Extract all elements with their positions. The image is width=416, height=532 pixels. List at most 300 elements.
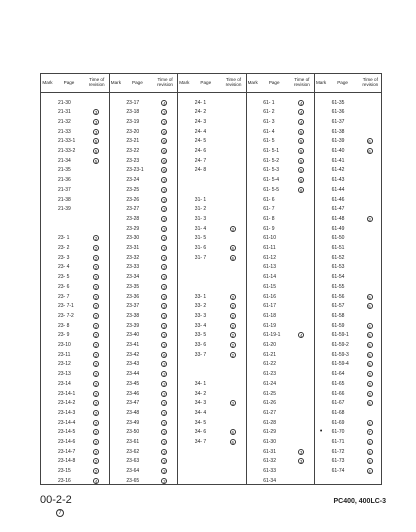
entry-page: 61- 4 xyxy=(263,128,275,135)
entry-page: 61-19-1 xyxy=(263,332,281,339)
entry-page: 61-13 xyxy=(263,264,276,271)
entry-page: 61-21 xyxy=(263,351,276,358)
entry-page: 61-54 xyxy=(331,274,345,281)
entry-mark xyxy=(315,214,328,224)
group-divider xyxy=(246,74,247,484)
header-time-of-revision: Time of revision xyxy=(157,77,173,87)
revision-mark: 5 xyxy=(368,352,371,358)
entry-page: 23- 6 xyxy=(58,283,70,290)
revision-mark: 3 xyxy=(231,226,234,232)
revision-mark: 2 xyxy=(163,401,166,407)
entry-page: 61-11 xyxy=(263,245,276,251)
revision-mark: 4 xyxy=(300,100,303,106)
revision-mark: 6 xyxy=(231,430,234,436)
revision-mark: 6 xyxy=(231,246,234,251)
entry-page: 33- 5 xyxy=(194,332,207,339)
entry-page: 23-11 xyxy=(58,351,71,358)
entry-page: 31- 4 xyxy=(194,225,207,232)
revision-mark: 2 xyxy=(231,343,234,348)
revision-mark: 5 xyxy=(300,168,303,174)
entry-page: 61-74 xyxy=(331,468,345,475)
revision-mark: 6 xyxy=(163,139,166,145)
entry-page: 23-14-6 xyxy=(58,439,76,445)
revision-mark: 2 xyxy=(163,294,166,300)
entry-page: 23- 2 xyxy=(58,245,70,251)
entry-page: 61-47 xyxy=(331,206,345,213)
entry-page: 23-33 xyxy=(126,264,140,271)
revision-mark: 2 xyxy=(163,236,166,242)
revision-mark: 3 xyxy=(368,381,371,387)
revision-mark: 5 xyxy=(300,129,303,135)
entry-page: 61-14 xyxy=(263,274,276,281)
entry-page: 23-46 xyxy=(126,390,140,397)
entry-page: 61-46 xyxy=(331,196,345,203)
revision-mark: 3 xyxy=(368,391,371,397)
entry-mark xyxy=(315,398,328,408)
entry-page: 23- 1 xyxy=(58,235,70,242)
entry-mark xyxy=(315,233,328,243)
entry-mark xyxy=(315,301,328,311)
entry-page: 61-24 xyxy=(263,380,276,387)
entry-mark xyxy=(315,282,328,292)
revision-mark: 4 xyxy=(368,469,371,475)
entry-page: 34- 2 xyxy=(194,390,207,397)
revision-mark: 2 xyxy=(163,362,166,368)
revision-mark: 5 xyxy=(94,139,98,145)
entry-page: 61-67 xyxy=(331,400,345,407)
entry-page: 61- 6 xyxy=(263,196,275,203)
entry-page: 23-31 xyxy=(126,245,140,251)
revision-mark: 2 xyxy=(94,430,98,436)
revision-mark: 4 xyxy=(368,440,371,445)
entry-page: 23-62 xyxy=(126,448,140,455)
entry-page: 61-59-4 xyxy=(331,361,349,368)
entry-page: 61-28 xyxy=(263,419,276,426)
entry-page: 23- 8 xyxy=(58,322,70,329)
entry-page: 31- 1 xyxy=(194,196,207,203)
revision-mark: 2 xyxy=(231,294,234,300)
entry-page: 61- 2 xyxy=(263,109,275,116)
entry-page: 23-47 xyxy=(126,400,140,407)
entry-page: 31- 5 xyxy=(194,235,207,242)
entry-mark xyxy=(315,447,328,457)
entry-page: 33- 7 xyxy=(194,351,207,358)
entry-page: 61-31 xyxy=(263,448,276,455)
entry-page: 24- 7 xyxy=(194,157,207,164)
revision-mark: 4 xyxy=(368,323,371,329)
revision-mark: 2 xyxy=(94,313,98,319)
revision-mark: 4 xyxy=(94,478,98,484)
entry-page: 33- 4 xyxy=(194,322,207,329)
entry-page: 33- 1 xyxy=(194,293,207,300)
entry-page: 61-18 xyxy=(263,312,276,319)
header-mark: Mark xyxy=(247,79,258,85)
entry-mark xyxy=(315,117,328,127)
entry-page: 61-29 xyxy=(263,429,276,436)
entry-page: 23-14-1 xyxy=(58,390,76,397)
entry-page: 23-65 xyxy=(126,477,140,484)
entry-page: 24- 8 xyxy=(194,167,207,174)
entry-page: 61-48 xyxy=(331,215,345,222)
entry-mark xyxy=(315,98,328,108)
entry-page: 23-22 xyxy=(126,148,140,154)
revision-mark: 2 xyxy=(163,449,166,455)
revision-mark: 2 xyxy=(94,362,98,368)
entry-page: 21-33-1 xyxy=(58,138,76,145)
entry-mark xyxy=(315,389,328,399)
revision-mark: 2 xyxy=(163,372,166,378)
entry-page: 61-59-3 xyxy=(331,351,349,358)
entry-page: 23-49 xyxy=(126,419,140,426)
entry-page: 23-38 xyxy=(126,312,140,319)
revision-mark: 6 xyxy=(163,129,166,135)
entry-page: 61-58 xyxy=(331,312,345,319)
entry-page: 23-19 xyxy=(126,118,140,125)
entry-page: 23-14-2 xyxy=(58,400,76,407)
entry-page: 23-32 xyxy=(126,254,140,261)
entry-mark xyxy=(315,136,328,146)
revision-mark: 2 xyxy=(94,410,98,416)
entry-page: 61-25 xyxy=(263,390,276,397)
entry-mark xyxy=(315,127,328,137)
entry-page: 61- 8 xyxy=(263,215,275,222)
revision-mark: 2 xyxy=(231,323,234,329)
revision-mark: 2 xyxy=(94,323,98,329)
entry-mark xyxy=(315,224,328,234)
revision-mark: 5 xyxy=(368,343,371,348)
entry-page: 61- 5-3 xyxy=(263,167,280,174)
revision-mark: 6 xyxy=(368,149,371,154)
entry-page: 23- 3 xyxy=(58,254,70,261)
entry-page: 34- 5 xyxy=(194,419,207,426)
entry-page: 61-49 xyxy=(331,225,345,232)
entry-mark xyxy=(315,340,328,350)
revision-mark: 2 xyxy=(94,304,98,310)
entry-page: 21-39 xyxy=(58,206,71,213)
entry-page: 23-42 xyxy=(126,351,140,358)
revision-mark: 2 xyxy=(163,459,166,465)
entry-page: 61-51 xyxy=(331,245,345,251)
revision-mark: 6 xyxy=(231,255,234,261)
revision-mark: 5 xyxy=(368,333,371,339)
entry-page: 61-72 xyxy=(331,448,345,455)
revision-mark: 2 xyxy=(163,265,166,271)
entry-mark xyxy=(315,408,328,418)
revision-mark: 2 xyxy=(94,459,98,465)
document-number: 00-2-2 xyxy=(40,494,72,506)
entry-page: 61-12 xyxy=(263,254,276,261)
revision-mark: 2 xyxy=(94,391,98,397)
revision-mark: 6 xyxy=(163,352,166,358)
entry-page: 23-36 xyxy=(126,293,140,300)
entry-page: 24- 5 xyxy=(194,138,207,145)
entry-page: 61-59 xyxy=(331,322,345,329)
entry-page: 61-68 xyxy=(331,409,345,416)
entry-page: 21-38 xyxy=(58,196,71,203)
entry-mark xyxy=(315,262,328,272)
revision-mark: 2 xyxy=(231,304,234,310)
revision-mark: 2 xyxy=(163,178,166,184)
revision-mark: 2 xyxy=(163,440,166,445)
revision-mark: 2 xyxy=(231,333,234,339)
revision-mark: 2 xyxy=(163,226,166,232)
entry-page: 23-30 xyxy=(126,235,140,242)
entry-page: 61-59-1 xyxy=(331,332,349,339)
entry-page: 23-43 xyxy=(126,361,140,368)
entry-page: 23-39 xyxy=(126,322,140,329)
entry-page: 61-41 xyxy=(331,157,345,164)
entry-page: 21-30 xyxy=(58,99,71,106)
entry-page: 24- 4 xyxy=(194,128,207,135)
entry-page: 61-40 xyxy=(331,148,345,154)
entry-page: 34- 6 xyxy=(194,429,207,436)
entry-page: 61-64 xyxy=(331,371,345,378)
entry-page: 23-14-5 xyxy=(58,429,76,436)
entry-page: 61-42 xyxy=(331,167,345,174)
entry-page: 21-35 xyxy=(58,167,71,174)
revision-mark: 2 xyxy=(94,284,98,290)
entry-page: 23-23-1 xyxy=(126,167,144,174)
entry-page: 31- 2 xyxy=(194,206,207,213)
entry-page: 23-64 xyxy=(126,468,140,475)
revision-mark: 2 xyxy=(163,110,166,116)
revision-mark: 2 xyxy=(231,352,234,358)
entry-page: 61-38 xyxy=(331,128,345,135)
entry-page: 61- 5-5 xyxy=(263,186,280,193)
header-mark: Mark xyxy=(110,79,121,85)
entry-page: 61-69 xyxy=(331,419,345,426)
entry-page: 61-10 xyxy=(263,235,276,242)
revision-mark: 2 xyxy=(231,313,234,319)
entry-page: 31- 6 xyxy=(194,245,207,251)
entry-page: 61-56 xyxy=(331,293,345,300)
revision-mark: 2 xyxy=(163,469,166,475)
header-mark: Mark xyxy=(315,79,327,85)
entry-page: 23-14 xyxy=(58,380,71,387)
entry-page: 61-30 xyxy=(263,439,276,445)
entry-page: 23-14-7 xyxy=(58,448,76,455)
header-time-of-revision: Time of revision xyxy=(293,77,310,87)
entry-page: 23- 4 xyxy=(58,264,70,271)
revision-mark: 2 xyxy=(163,420,166,426)
entry-page: 61- 9 xyxy=(263,225,275,232)
entry-page: 61- 7 xyxy=(263,206,275,213)
revision-mark: 2 xyxy=(94,401,98,407)
entry-page: 23-15 xyxy=(58,468,71,475)
entry-page: 61- 5 xyxy=(263,138,275,145)
header-time-of-revision: Time of revision xyxy=(225,77,242,87)
header-page: Page xyxy=(337,79,348,85)
revision-mark: 2 xyxy=(163,430,166,436)
revision-mark: 2 xyxy=(163,207,166,213)
entry-page: 61-65 xyxy=(331,380,345,387)
entry-page: 23-34 xyxy=(126,274,140,281)
entry-page: 61-70 xyxy=(331,429,345,436)
entry-mark xyxy=(315,359,328,369)
entry-page: 61- 1 xyxy=(263,99,275,106)
entry-page: 23- 7-2 xyxy=(58,312,74,319)
revision-mark: 2 xyxy=(94,469,98,475)
revision-mark: 6 xyxy=(163,168,166,174)
entry-page: 23-26 xyxy=(126,196,140,203)
entry-mark xyxy=(315,195,328,205)
entry-page: 61- 5-2 xyxy=(263,157,280,164)
revision-mark: 5 xyxy=(368,304,371,310)
entry-page: 23-17 xyxy=(126,99,140,106)
revision-mark: 2 xyxy=(163,343,166,348)
group-divider xyxy=(177,74,178,484)
entry-page: 24- 3 xyxy=(194,118,207,125)
entry-mark xyxy=(315,165,328,175)
revision-mark: 2 xyxy=(94,440,98,445)
entry-page: 61-53 xyxy=(331,264,345,271)
revision-mark: 6 xyxy=(231,440,234,445)
entry-mark xyxy=(315,466,328,476)
entry-page: 21-33 xyxy=(58,128,71,135)
entry-page: 33- 2 xyxy=(194,303,207,310)
revision-mark: 5 xyxy=(300,139,303,145)
entry-mark xyxy=(315,107,328,117)
entry-page: 61-33 xyxy=(263,468,276,475)
entry-page: 61-35 xyxy=(331,99,345,106)
entry-page: 61-32 xyxy=(263,458,276,465)
entry-mark xyxy=(315,418,328,428)
entry-page: 23-35 xyxy=(126,283,140,290)
entry-page: 23-40 xyxy=(126,332,140,339)
entry-page: 23-10 xyxy=(58,342,71,348)
entry-page: 23-50 xyxy=(126,429,140,436)
entry-page: 61-66 xyxy=(331,390,345,397)
revision-mark: 4 xyxy=(368,459,371,465)
revision-mark: 2 xyxy=(163,333,166,339)
entry-page: 24- 6 xyxy=(194,148,207,154)
entry-page: 61-50 xyxy=(331,235,345,242)
entry-page: 23-21 xyxy=(126,138,140,145)
entry-mark xyxy=(315,204,328,214)
entry-page: 61-20 xyxy=(263,342,276,348)
entry-page: 61-39 xyxy=(331,138,345,145)
revision-mark: 6 xyxy=(368,139,371,145)
revision-table xyxy=(40,73,382,485)
revision-mark: 2 xyxy=(94,449,98,455)
entry-page: 23-20 xyxy=(126,128,140,135)
entry-page: 23-16 xyxy=(58,477,71,484)
entry-page: 61-73 xyxy=(331,458,345,465)
entry-page: 23-25 xyxy=(126,186,140,193)
header-divider xyxy=(41,92,381,93)
revision-mark: 4 xyxy=(300,119,303,125)
revision-mark: 3 xyxy=(368,216,371,222)
revision-mark: 2 xyxy=(163,284,166,290)
revision-mark: 5 xyxy=(94,158,98,164)
entry-mark xyxy=(315,156,328,166)
entry-mark xyxy=(315,185,328,195)
document-revision-mark: 7 xyxy=(56,509,64,517)
revision-mark: 2 xyxy=(94,343,98,348)
revision-mark: 3 xyxy=(231,401,234,407)
entry-page: 23-14-8 xyxy=(58,458,76,465)
entry-page: 61-27 xyxy=(263,409,276,416)
revision-mark: 5 xyxy=(300,158,303,164)
entry-page: 33- 6 xyxy=(194,342,207,348)
revision-mark: 2 xyxy=(94,275,98,281)
revision-mark: 3 xyxy=(300,459,303,465)
revision-mark: 4 xyxy=(163,100,166,106)
group-divider xyxy=(109,74,110,484)
revision-mark: 2 xyxy=(94,255,98,261)
entry-mark: • xyxy=(319,428,323,436)
revision-mark: 4 xyxy=(368,449,371,455)
entry-page: 23-44 xyxy=(126,371,140,378)
revision-mark: 2 xyxy=(94,265,98,271)
entry-mark xyxy=(315,330,328,340)
entry-page: 61-15 xyxy=(263,283,276,290)
revision-mark: 2 xyxy=(163,255,166,261)
entry-page: 21-32 xyxy=(58,118,71,125)
entry-page: 61-34 xyxy=(263,477,276,484)
revision-mark: 2 xyxy=(163,381,166,387)
entry-page: 21-31 xyxy=(58,109,71,116)
revision-mark: 2 xyxy=(94,420,98,426)
entry-mark xyxy=(315,253,328,263)
entry-page: 61-71 xyxy=(331,439,345,445)
revision-mark: 3 xyxy=(368,372,371,378)
entry-mark xyxy=(315,456,328,466)
entry-page: 61-57 xyxy=(331,303,345,310)
entry-page: 21-33-2 xyxy=(58,148,76,154)
entry-mark xyxy=(315,146,328,156)
entry-page: 34- 3 xyxy=(194,400,207,407)
entry-page: 61-44 xyxy=(331,186,345,193)
header-page: Page xyxy=(268,79,280,85)
entry-page: 24- 1 xyxy=(194,99,207,106)
revision-mark: 2 xyxy=(163,410,166,416)
header-page: Page xyxy=(132,79,143,85)
entry-mark xyxy=(315,476,328,486)
revision-mark: 5 xyxy=(368,294,371,300)
revision-mark: 2 xyxy=(163,391,166,397)
revision-mark: 5 xyxy=(300,149,303,154)
header-page: Page xyxy=(200,79,212,85)
entry-page: 33- 3 xyxy=(194,312,207,319)
entry-page: 61-52 xyxy=(331,254,345,261)
revision-mark: 2 xyxy=(163,119,166,125)
revision-mark: 7 xyxy=(368,430,371,436)
entry-page: 61-16 xyxy=(263,293,276,300)
revision-mark: 2 xyxy=(163,216,166,222)
entry-page: 23-14-3 xyxy=(58,409,76,416)
header-time-of-revision: Time of revision xyxy=(362,77,379,87)
entry-mark xyxy=(315,379,328,389)
entry-page: 23-48 xyxy=(126,409,140,416)
entry-page: 61-19 xyxy=(263,322,276,329)
entry-mark xyxy=(315,311,328,321)
entry-page: 23- 7 xyxy=(58,293,70,300)
revision-mark: 3 xyxy=(94,110,98,116)
revision-mark: 2 xyxy=(94,246,98,251)
entry-mark xyxy=(315,175,328,185)
revision-mark: 2 xyxy=(163,246,166,251)
entry-page: 23-27 xyxy=(126,206,140,213)
revision-mark: 2 xyxy=(94,372,98,378)
entry-page: 61- 5-4 xyxy=(263,177,280,184)
entry-page: 61-26 xyxy=(263,400,276,407)
entry-page: 23-28 xyxy=(126,215,140,222)
entry-page: 61-55 xyxy=(331,283,345,290)
revision-mark: 2 xyxy=(163,275,166,281)
entry-page: 23-23 xyxy=(126,157,140,164)
entry-page: 23-41 xyxy=(126,342,140,348)
